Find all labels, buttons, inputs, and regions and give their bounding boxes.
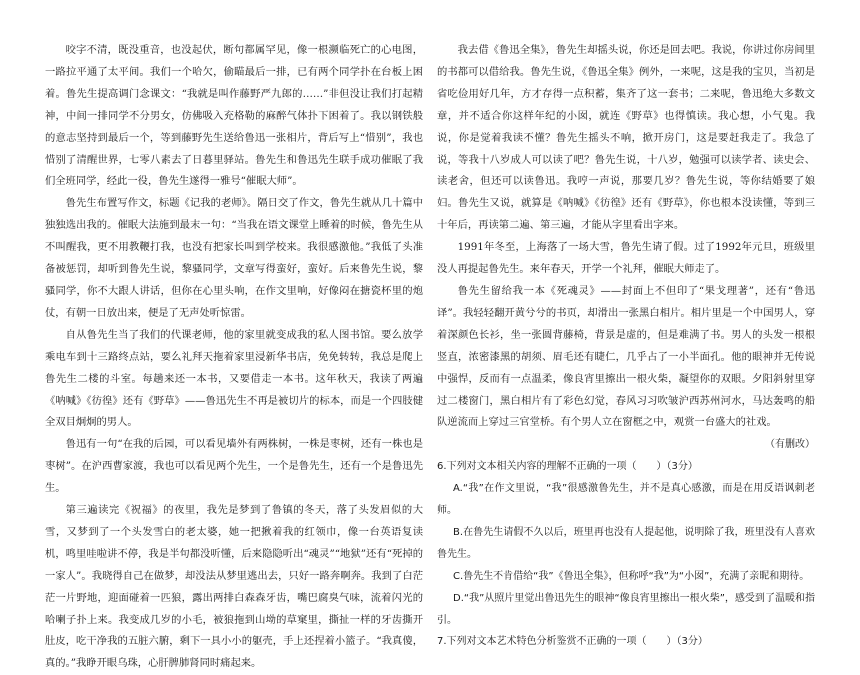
paragraph: 鲁先生留给我一本《死魂灵》——封面上不但印了“果戈理著”，还有“鲁迅译”。我轻轻翻开黄兮兮的书页，却滑出一张黑白相片。相片里是一个中国男人，穿着深颜色长衫，坐一张圆背藤椅，背景是虚的，但是难满了书。男人的头发一根根竖直，浓密漆黑的胡须、眉毛还有睫仁，几乎占了一小半面孔。他的眼神并无传说中强悍，反而有一点温柔，像良宵里擦出一根火柴，凝望你的双眼。夕阳斜射里穿过二楼窗门，黑白相片有了彩色幻觉，春风习习吹皱沪西苏州河水，马达轰鸣的船队逆流而上穿过三官堂桥。有个男人立在窗框之中，观赏一台盛大的社戏。 [437,284,815,429]
paragraph: 我去借《鲁迅全集》，鲁先生却摇头说，你还是回去吧。我说，你讲过你房间里的书都可以借给我。鲁先生说，《鲁迅全集》例外，一来呢，这是我的宝贝，当初是省吃俭用好几年，方才存得一点积蓄，集齐了这一套书；二来呢，鲁迅绝大多数文章，并不适合你这样年纪的小囡，就连《野草》也得慎读。我心想，小气鬼。我说，你是觉着我读不懂？鲁先生摇头不响，掀开房门，这是要赶我走了。我急了说，等我十八岁成人可以读了吧？鲁先生说，十八岁，勉强可以读学者、读史会、读老舍，但还可以读鲁迅。我哼一声说，那要几岁？鲁先生说，等你结婚要了娘妇。鲁先生又说，就算是《呐喊》《彷徨》还有《野草》，你也根本没读懂，等到三十年后，再读第二遍、第三遍，才能从字里看出字来。 [437,44,815,232]
question-6-stem: 6.下列对文本相关内容的理解不正确的一项（ ）（3分） [437,461,698,473]
paragraph: 鲁迅有一句“在我的后园，可以看见墙外有两株树，一株是枣树，还有一株也是枣树”。在沪西曹家渡，我也可以看见两个先生，一个是鲁先生，还有一个是鲁迅先生。 [45,438,423,495]
right-column [437,40,815,653]
source-note: （有删改） [765,439,815,451]
question-6-option-c: C.鲁先生不肯借给“我”《鲁迅全集》，但称呼“我”为“小囡”，充满了亲昵和期待。 [453,570,810,582]
paragraph: 第三遍读完《祝福》的夜里，我先是梦到了鲁镇的冬天，落了头发眉似的大雪，又梦到了一个头发雪白的老太婆，她一把揪着我的红领巾，像一台英语复读机，鸣里哇啦讲不停，我是半句都没听懂，后来隐隐听出“魂灵”“地狱”还有“死掉的一家人”。我晓得自己在做梦，却没法从梦里逃出去，只好一路奔啊奔。我到了白茫茫一片野地，迎面碰着一匹狼，露出两排白森森牙齿，嘴巴腐臭气味，流着闪光的哈喇子扑上来。我变成几岁的小毛，被狼拖到山坳的草窠里，撕扯一样的牙齿撕开肚皮，吃干净我的五脏六腑，剩下一具小小的躯壳，手上还捏着小篮子。“我真傻，真的。”我睁开眼乌珠，心肝脾肺肾同时痛起来。 [45,504,423,670]
question-6-option-a: A.“我”在作文里说，“我”很感激鲁先生，并不是真心感激，而是在用反语讽刺老师。 [437,483,815,517]
paragraph: 1991年冬至，上海落了一场大雪，鲁先生请了假。过了1992年元旦，班级里没人再提起鲁先生。来年春天，开学一个礼拜，催眠大师走了。 [437,241,815,276]
left-column [45,40,423,675]
paragraph: 自从鲁先生当了我们的代课老师，他的家里就变成我的私人图书馆。要么放学乘电车到十三路终点站，要么礼拜天拖着家里浸新华书店，免免转转，我总是爬上鲁先生二楼的斗室。每趟来还一本书，又要借走一本书。这年秋天，我读了两遍《呐喊》《彷徨》还有《野草》——鲁迅先生不再是被切片的标本，而是一个四肢健全双目炯炯的男人。 [45,328,423,429]
question-7-stem: 7.下列对文本艺术特色分析鉴赏不正确的一项（ ）（3分） [437,636,708,648]
paragraph: 咬字不清，既没重音，也没起伏，断句都属罕见，像一根濒临死亡的心电图，一路拉平通了太平间。我们一个哈欠，偷瞄最后一排，已有两个同学扑在台板上困着。鲁先生提高调门念课文：“我就是叫作藤野严九郎的……”非但没让我们打起精神，中间一排同学不分男女，仿佛吸入充格勒的麻醉气体扑下困着了。我以钢铁般的意志坚持到最后一个，等到藤野先生送给鲁迅一张相片，背后写上“惜别”，我也惜别了清醒世界，七零八素去了日暮里驿站。鲁先生和鲁迅先生联手成功催眠了我们全班同学，经此一役，鲁先生遂得一雅号“催眠大师”。 [45,44,423,188]
paragraph: 鲁先生布置写作文，标题《记我的老师》。隔日交了作文，鲁先生就从几十篇中独独选出我的。催眠大法施到最末一句：“当我在语文课堂上睡着的时候，鲁先生从不叫醒我，更不用教鞭打我，也没有把家长叫到学校来。我很感激他。”我低了头准备被惩罚，却听到鲁先生说，黎骚同学，文章写得蛮好，蛮好。后来鲁先生说，黎骚同学，你不大跟人讲话，但你在心里头响，在作文里响，好像闷在搪瓷杯里的炮仗，有朝一日放出来，便是了无声处听惊雷。 [45,197,423,319]
question-6-option-b: B.在鲁先生请假不久以后，班里再也没有人提起他，说明除了我，班里没有人喜欢鲁先生。 [437,526,815,560]
question-6-option-d: D.“我”从照片里觉出鲁迅先生的眼神“像良宵里擦出一根火柴”，感受到了温暖和指引。 [437,592,815,626]
